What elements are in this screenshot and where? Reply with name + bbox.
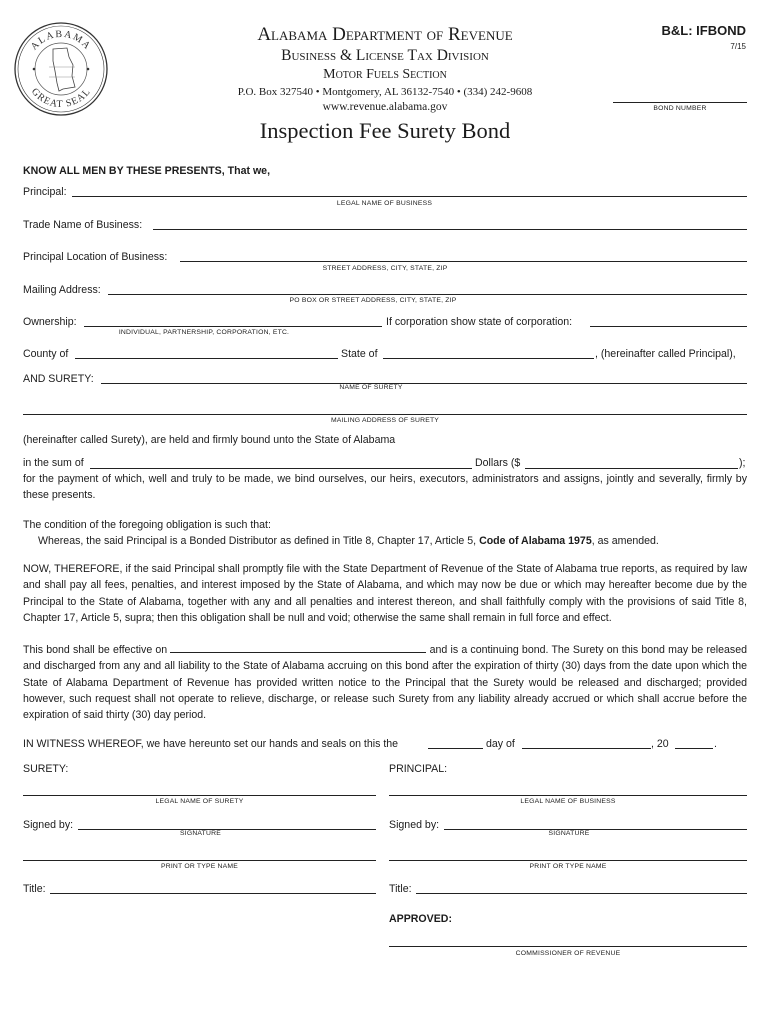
bond-number-field[interactable] <box>613 102 747 103</box>
principal-title-label: Title: <box>389 883 412 895</box>
surety-title-field[interactable] <box>50 893 376 894</box>
effective-paragraph <box>23 642 747 723</box>
state-label: State of <box>341 348 378 360</box>
principal-print-name-field[interactable] <box>389 860 747 861</box>
condition-intro: The condition of the foregoing obligation is such that: <box>23 519 271 531</box>
ownership-label: Ownership: <box>23 316 77 328</box>
dept-website[interactable]: www.revenue.alabama.gov <box>322 101 448 113</box>
witness-end: . <box>714 738 717 750</box>
principal-heading: PRINCIPAL: <box>389 763 448 775</box>
division-name: Business & License Tax Division <box>281 47 489 64</box>
surety-print-name-field[interactable] <box>23 860 376 861</box>
alabama-seal <box>13 21 109 117</box>
principal-legal-name-caption: LEGAL NAME OF BUSINESS <box>520 798 616 805</box>
bond-number-caption: BOND NUMBER <box>653 105 707 112</box>
witness-year-label: , 20 <box>651 738 669 750</box>
surety-address-caption: MAILING ADDRESS OF SURETY <box>330 417 440 424</box>
principal-label: Principal: <box>23 186 67 198</box>
trade-name-label: Trade Name of Business: <box>23 219 143 231</box>
commissioner-signature-field[interactable] <box>389 946 747 947</box>
county-label: County of <box>23 348 69 360</box>
witness-text: IN WITNESS WHEREOF, we have hereunto set our hands and seals on this the <box>23 738 399 750</box>
surety-print-name-caption: PRINT OR TYPE NAME <box>161 863 238 870</box>
surety-signed-by-label: Signed by: <box>23 819 74 831</box>
effective-prefix: This bond shall be effective on <box>23 644 168 656</box>
witness-day-field[interactable] <box>428 748 483 749</box>
now-therefore-text: NOW, THEREFORE, if the said Principal shall promptly file with the State Department of Revenue of the State of Alabama true reports, as required by law and shall pay all fees, penalties, and interest imposed by the State of Alabama, and which may now be due or which may hereafter become due by the Principal to the State of Alabama, together with any and all penalties and interest thereon, and shall faithfully comply with the provisions of said Title 8, Chapter 17, Article 5, supra; then this obligation shall be null and void; otherwise the same shall remain in full force and effect. <box>23 563 747 624</box>
approved-heading: APPROVED: <box>389 913 452 925</box>
sum-amount-field[interactable] <box>525 468 738 469</box>
surety-signature-caption: SIGNATURE <box>180 830 221 837</box>
location-field[interactable] <box>180 261 747 262</box>
dept-address: P.O. Box 327540 • Montgomery, AL 36132-7540 • (334) 242-9608 <box>237 86 533 98</box>
mailing-label: Mailing Address: <box>23 284 101 296</box>
seal-bottom-text: GREAT SEAL <box>28 86 94 111</box>
whereas-code: Code of Alabama 1975 <box>479 535 592 547</box>
sum-label: in the sum of <box>23 457 84 469</box>
corp-state-label: If corporation show state of corporation: <box>386 316 573 328</box>
sum-close: ); <box>739 457 746 469</box>
principal-print-name-caption: PRINT OR TYPE NAME <box>529 863 607 870</box>
form-title: Inspection Fee Surety Bond <box>259 118 511 143</box>
corp-state-field[interactable] <box>590 326 747 327</box>
mailing-caption: PO BOX OR STREET ADDRESS, CITY, STATE, ZIP <box>289 297 457 304</box>
trade-name-field[interactable] <box>153 229 747 230</box>
witness-day-label: day of <box>486 738 515 750</box>
dept-name: Alabama Department of Revenue <box>257 24 513 45</box>
effective-rest: and is a continuing bond. The Surety on this bond may be released and discharged from any and all liability to the State of Alabama accruing on this bond after the expiration of thirty (30) days from the date upon which the State of Alabama Department of Revenue has provided written notice to the Principal that the Surety would be released and discharged; provided however, such request shall not operate to relieve, discharge, or release such Surety from any liability already accrued or which shall accrue before the expiration of said thirty (30) day period. <box>23 644 747 722</box>
sum-words-field[interactable] <box>90 468 472 469</box>
effective-date-field[interactable] <box>170 643 426 653</box>
surety-heading: SURETY: <box>23 763 69 775</box>
form-code: B&L: IFBOND <box>661 23 746 38</box>
surety-label: AND SURETY: <box>23 373 94 385</box>
seal-top-text: ALABAMA <box>28 28 94 53</box>
witness-month-field[interactable] <box>522 748 651 749</box>
county-field[interactable] <box>75 358 338 359</box>
ownership-caption: INDIVIDUAL, PARTNERSHIP, CORPORATION, ETC. <box>118 329 290 336</box>
surety-title-label: Title: <box>23 883 46 895</box>
hereinafter-principal: , (hereinafter called Principal), <box>595 348 736 360</box>
state-field[interactable] <box>383 358 594 359</box>
whereas-pre: Whereas, the said Principal is a Bonded Distributor as defined in Title 8, Chapter 17, Article 5, <box>38 535 477 547</box>
mailing-field[interactable] <box>108 294 747 295</box>
surety-name-caption: NAME OF SURETY <box>339 384 403 391</box>
principal-signature-caption: SIGNATURE <box>548 830 590 837</box>
whereas-text <box>38 535 659 547</box>
dollars-label: Dollars ($ <box>475 457 521 469</box>
section-name: Motor Fuels Section <box>323 67 447 82</box>
held-bound-text: (hereinafter called Surety), are held and firmly bound unto the State of Alabama <box>23 434 396 446</box>
witness-year-field[interactable] <box>675 748 713 749</box>
principal-caption: LEGAL NAME OF BUSINESS <box>336 200 433 207</box>
intro-text: KNOW ALL MEN BY THESE PRESENTS, That we, <box>23 165 271 177</box>
principal-title-field[interactable] <box>416 893 747 894</box>
location-caption: STREET ADDRESS, CITY, STATE, ZIP <box>322 265 448 272</box>
commissioner-caption: COMMISSIONER OF REVENUE <box>515 950 621 957</box>
whereas-post: , as amended. <box>591 535 659 547</box>
principal-legal-name-field[interactable] <box>389 795 747 796</box>
surety-legal-name-caption: LEGAL NAME OF SURETY <box>155 798 244 805</box>
principal-signed-by-label: Signed by: <box>389 819 440 831</box>
surety-legal-name-field[interactable] <box>23 795 376 796</box>
payment-text: for the payment of which, well and truly to be made, we bind ourselves, our heirs, executors, administrators and assigns, jointly and severally, firmly by these presents. <box>23 473 747 502</box>
form-revision: 7/15 <box>730 42 746 51</box>
location-label: Principal Location of Business: <box>23 251 168 263</box>
principal-field[interactable] <box>72 196 747 197</box>
surety-address-field[interactable] <box>23 414 747 415</box>
ownership-field[interactable] <box>84 326 382 327</box>
